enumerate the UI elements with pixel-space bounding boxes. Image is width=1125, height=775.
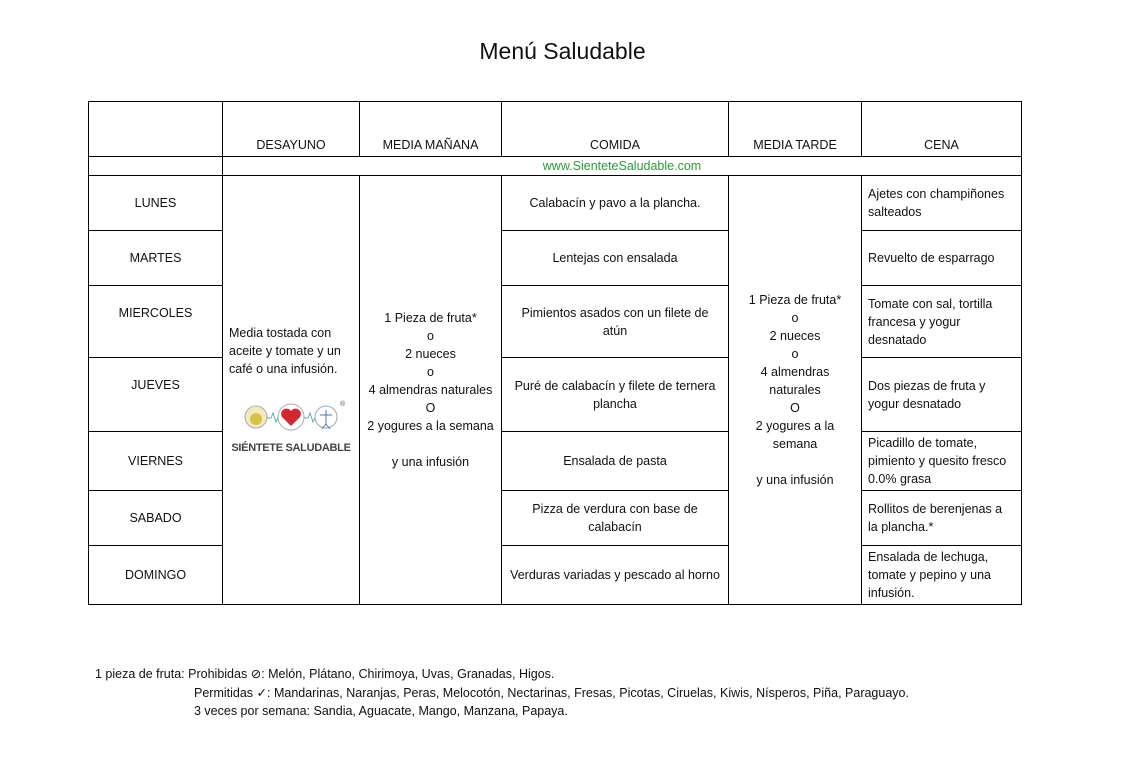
prohibidas-label: Prohibidas [188, 667, 248, 681]
header-comida: COMIDA [502, 102, 729, 157]
comida-cell: Lentejas con ensalada [502, 231, 729, 286]
snack-line: 2 nueces [769, 329, 821, 343]
header-media-tarde: MEDIA TARDE [729, 102, 862, 157]
permitidas-label: Permitidas [194, 685, 254, 700]
comida-cell: Pimientos asados con un filete de atún [502, 286, 729, 358]
snack-line: O [425, 401, 436, 415]
header-media-manana: MEDIA MAÑANA [360, 102, 502, 157]
cena-cell: Ajetes con champiñones salteados [862, 176, 1022, 231]
day-label: JUEVES [89, 358, 223, 432]
day-label: SABADO [89, 491, 223, 546]
cena-cell: Rollitos de berenjenas a la plancha.* [862, 491, 1022, 546]
logo [229, 400, 353, 457]
cena-cell: Revuelto de esparrago [862, 231, 1022, 286]
media-tarde-cell [729, 176, 862, 605]
desayuno-cell [223, 176, 360, 605]
snack-line: 2 yogures a la semana [755, 419, 835, 451]
tres-veces-list: 3 veces por semana: Sandia, Aguacate, Mango, Manzana, Papaya. [194, 704, 568, 718]
snack-line: 4 almendras naturales [368, 383, 493, 397]
snack-line: O [790, 401, 800, 415]
desayuno-text: Media tostada con aceite y tomate y un café o una infusión. [229, 325, 341, 376]
snack-line: 1 Pieza de fruta* [748, 293, 842, 307]
header-desayuno: DESAYUNO [223, 102, 360, 157]
day-label: MARTES [89, 231, 223, 286]
header-cena: CENA [862, 102, 1022, 157]
cena-cell: Ensalada de lechuga, tomate y pepino y una infusión. [862, 546, 1022, 605]
notes-label: 1 pieza de fruta: [95, 667, 185, 681]
check-icon: ✓ [256, 685, 268, 700]
snack-line: o [427, 329, 434, 343]
logo-text: SIÉNTETE SALUDABLE [231, 441, 351, 454]
snack-line: o [791, 347, 799, 361]
day-label: DOMINGO [89, 546, 223, 605]
snack-line: 1 Pieza de fruta* [384, 311, 477, 325]
day-label: LUNES [89, 176, 223, 231]
prohibidas-list: : Melón, Plátano, Chirimoya, Uvas, Granadas, Higos. [261, 667, 555, 681]
cena-cell: Dos piezas de fruta y yogur desnatado [862, 358, 1022, 432]
snack-line: 2 yogures a la semana [367, 419, 494, 433]
comida-cell: Verduras variadas y pescado al horno [502, 546, 729, 605]
website-link[interactable]: www.SienteteSaludable.com [223, 157, 1022, 176]
comida-cell: Ensalada de pasta [502, 432, 729, 491]
day-label: MIERCOLES [89, 286, 223, 358]
heart-pulse-logo-icon [236, 400, 346, 434]
day-label: VIERNES [89, 432, 223, 491]
snack-line: 4 almendras naturales [760, 365, 830, 397]
comida-cell: Puré de calabacín y filete de ternera plancha [502, 358, 729, 432]
fruit-notes [95, 665, 909, 721]
prohibited-icon: ⊘ [250, 667, 262, 681]
snack-line: y una infusión [391, 455, 470, 469]
corner-cell [89, 102, 223, 157]
page-title: Menú Saludable [479, 38, 646, 64]
svg-text:®: ® [340, 400, 346, 408]
snack-line: o [791, 311, 799, 325]
cena-cell: Picadillo de tomate, pimiento y quesito fresco 0.0% grasa [862, 432, 1022, 491]
snack-line: 2 nueces [405, 347, 456, 361]
comida-cell: Pizza de verdura con base de calabacín [502, 491, 729, 546]
comida-cell: Calabacín y pavo a la plancha. [502, 176, 729, 231]
permitidas-list: : Mandarinas, Naranjas, Peras, Melocotón, Nectarinas, Fresas, Picotas, Ciruelas, Kiwis, Nísperos, Piña, Paraguayo. [267, 685, 909, 700]
cena-cell: Tomate con sal, tortilla francesa y yogur desnatado [862, 286, 1022, 358]
snack-line: y una infusión [756, 473, 834, 487]
snack-line: o [427, 365, 434, 379]
media-manana-cell [360, 176, 502, 605]
menu-table [88, 101, 1022, 605]
empty-cell [89, 157, 223, 176]
